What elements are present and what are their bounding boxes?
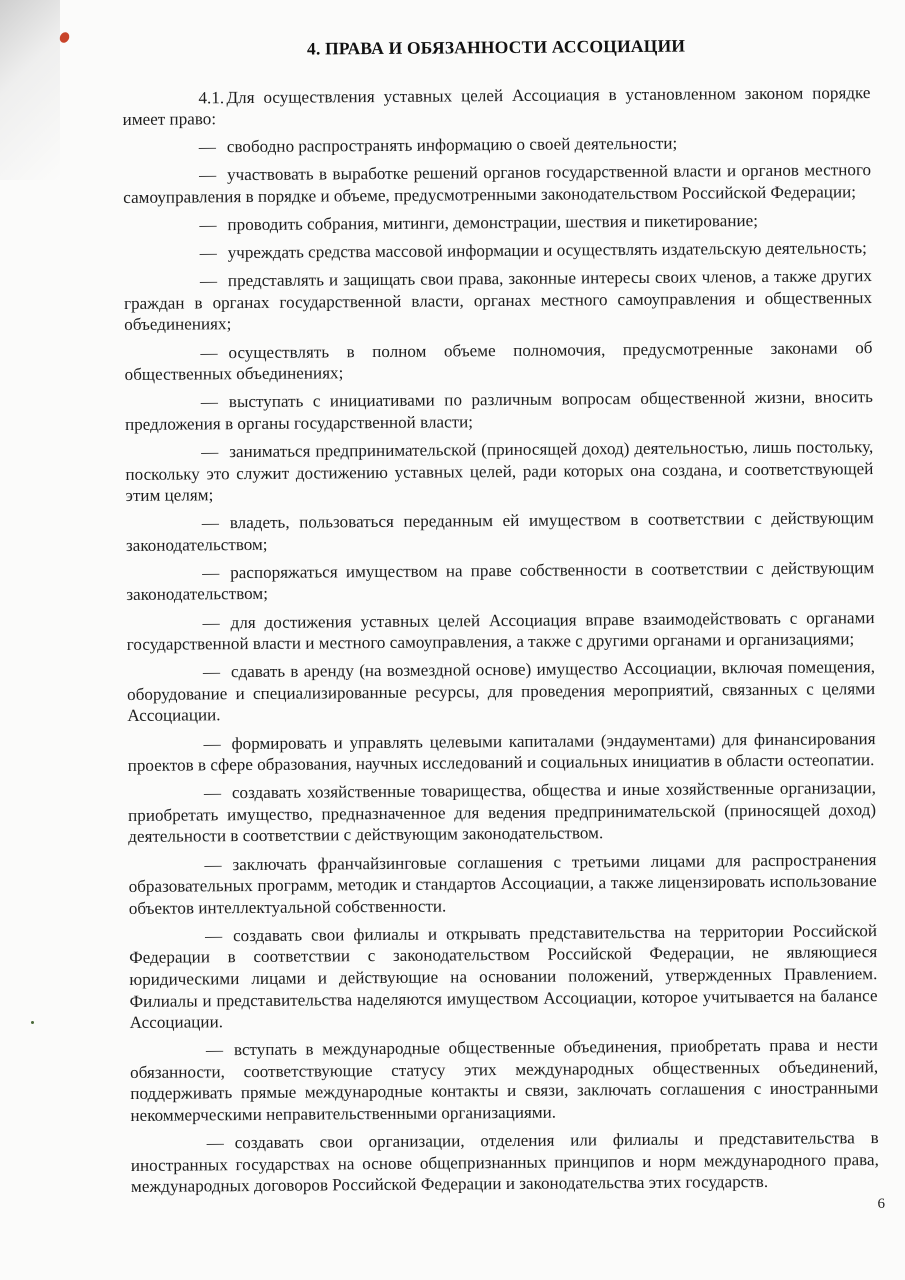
list-item-text: создавать хозяйственные товарищества, общества и иные хозяйственные организации, приобретать имущество, предназначенное для ведения предпринимательской (приносящей доход) деятельности в соответствии с действующим законодательством. bbox=[128, 778, 877, 847]
page-number: 6 bbox=[877, 1196, 885, 1212]
dash-marker: — bbox=[200, 392, 219, 412]
list-item-text: создавать свои организации, отделения или филиалы и представительства в иностранных государствах на основе общепризнанных принципов и норм международного права, международных договоров Российской Федерации и законодательства этих государств. bbox=[130, 1128, 879, 1197]
dash-marker: — bbox=[203, 733, 221, 753]
rights-list bbox=[123, 131, 879, 1197]
dash-marker: — bbox=[198, 165, 217, 185]
document-body bbox=[122, 34, 879, 1204]
list-item-text: сдавать в аренду (на возмездной основе) имущество Ассоциации, включая помещения, оборудование и специализированные ресурсы, для проведения мероприятий, связанных с целями Ассоциации. bbox=[127, 657, 876, 726]
list-item bbox=[126, 607, 874, 656]
dash-marker: — bbox=[201, 442, 219, 462]
list-item bbox=[127, 656, 875, 727]
list-item bbox=[131, 1127, 879, 1198]
list-item bbox=[124, 237, 872, 264]
list-item bbox=[125, 386, 873, 435]
section-heading: 4. ПРАВА И ОБЯЗАННОСТИ АССОЦИАЦИИ bbox=[306, 35, 686, 59]
dash-marker: — bbox=[204, 926, 223, 946]
dash-marker: — bbox=[199, 271, 218, 291]
list-item-text: заключать франчайзинговые соглашения с третьими лицами для распространения образовательных программ, методик и стандартов Ассоциации, а также лицензировать использование объектов интеллектуальной собственности. bbox=[128, 849, 877, 918]
list-item bbox=[127, 728, 875, 777]
paper-speck bbox=[31, 1021, 34, 1024]
list-item-text: осуществлять в полном объеме полномочия, предусмотренные законами об общественных объединениях; bbox=[124, 337, 873, 385]
red-ink-mark bbox=[58, 30, 71, 44]
list-item-text: владеть, пользоваться переданным ей имуществом в соответствии с действующим законодательством; bbox=[125, 508, 874, 555]
dash-marker: — bbox=[198, 137, 217, 157]
list-item bbox=[123, 159, 871, 208]
dash-marker: — bbox=[199, 243, 217, 263]
dash-marker: — bbox=[204, 854, 222, 874]
dash-marker: — bbox=[202, 612, 220, 632]
list-item bbox=[126, 507, 874, 556]
list-item-text: заниматься предпринимательской (приносящей доход) деятельностью, лишь постольку, поскольку это служит достижению уставных целей, ради которых она создана, и соответствующей этим целям; bbox=[125, 437, 874, 506]
dash-marker: — bbox=[203, 783, 222, 803]
list-item-text: создавать свои филиалы и открывать представительства на территории Российской Федерации в соответствии с законодательством Российской Федерации, не являющиеся юридическими лицами и действующие на основании положений, утвержденных Правлением. Филиалы и представительства наделяются имуществом Ассоциации, которое учитывается на балансе Ассоциации. bbox=[129, 920, 878, 1033]
dash-marker: — bbox=[199, 215, 217, 235]
dash-marker: — bbox=[206, 1133, 224, 1153]
intro-text: Для осуществления уставных целей Ассоциация в установленном законом порядке имеет право: bbox=[122, 82, 871, 130]
list-item-text: распоряжаться имуществом на праве собственности в соответствии с действующим законодательством; bbox=[126, 557, 875, 605]
list-item bbox=[130, 1034, 879, 1126]
list-item bbox=[128, 849, 876, 920]
list-item bbox=[126, 557, 874, 606]
list-item bbox=[129, 920, 878, 1034]
list-item-text: учреждать средства массовой информации и осуществлять издательскую деятельность; bbox=[227, 238, 867, 263]
intro-paragraph bbox=[122, 82, 870, 131]
list-item-text: участвовать в выработке решений органов государственной власти и органов местного самоуправления в порядке и объеме, предусмотренными законодательством Российской Федерации; bbox=[123, 160, 872, 207]
list-item bbox=[128, 777, 876, 848]
page-corner-shadow bbox=[0, 0, 60, 180]
list-item-text: вступать в международные общественные объединения, приобретать права и нести обязанности, соответствующие статусу этих международных общественных объединений, поддерживать прямые международные контакты и связи, заключать соглашения с иностранными некоммерческими неправительственными организациями. bbox=[130, 1035, 879, 1125]
dash-marker: — bbox=[202, 563, 220, 583]
dash-marker: — bbox=[202, 662, 221, 682]
dash-marker: — bbox=[205, 1040, 224, 1060]
list-item-text: представлять и защищать свои права, законные интересы своих членов, а также других граждан в органах государственной власти, органах местного самоуправления и общественных объединениях; bbox=[123, 266, 873, 335]
dash-marker: — bbox=[201, 513, 219, 533]
list-item bbox=[124, 337, 872, 386]
dash-marker: — bbox=[200, 342, 218, 362]
list-item-text: проводить собрания, митинги, демонстрации, шествия и пикетирование; bbox=[227, 211, 758, 235]
list-item bbox=[124, 265, 872, 336]
list-item-text: выступать с инициативами по различным вопросам общественной жизни, вносить предложения в органы государственной власти; bbox=[124, 387, 873, 434]
list-item-text: формировать и управлять целевыми капиталами (эндаументами) для финансирования проектов в сфере образования, научных исследований и социальных инициатив в области остеопатии. bbox=[127, 728, 876, 776]
list-item bbox=[125, 436, 873, 507]
clause-number: 4.1. bbox=[198, 87, 225, 107]
list-item-text: для достижения уставных целей Ассоциация вправе взаимодействовать с органами государственной власти и местного самоуправления, а также с другими органами и организациями; bbox=[126, 607, 875, 655]
list-item bbox=[123, 131, 871, 158]
list-item bbox=[123, 209, 871, 236]
list-item-text: свободно распространять информацию о своей деятельности; bbox=[226, 133, 678, 157]
